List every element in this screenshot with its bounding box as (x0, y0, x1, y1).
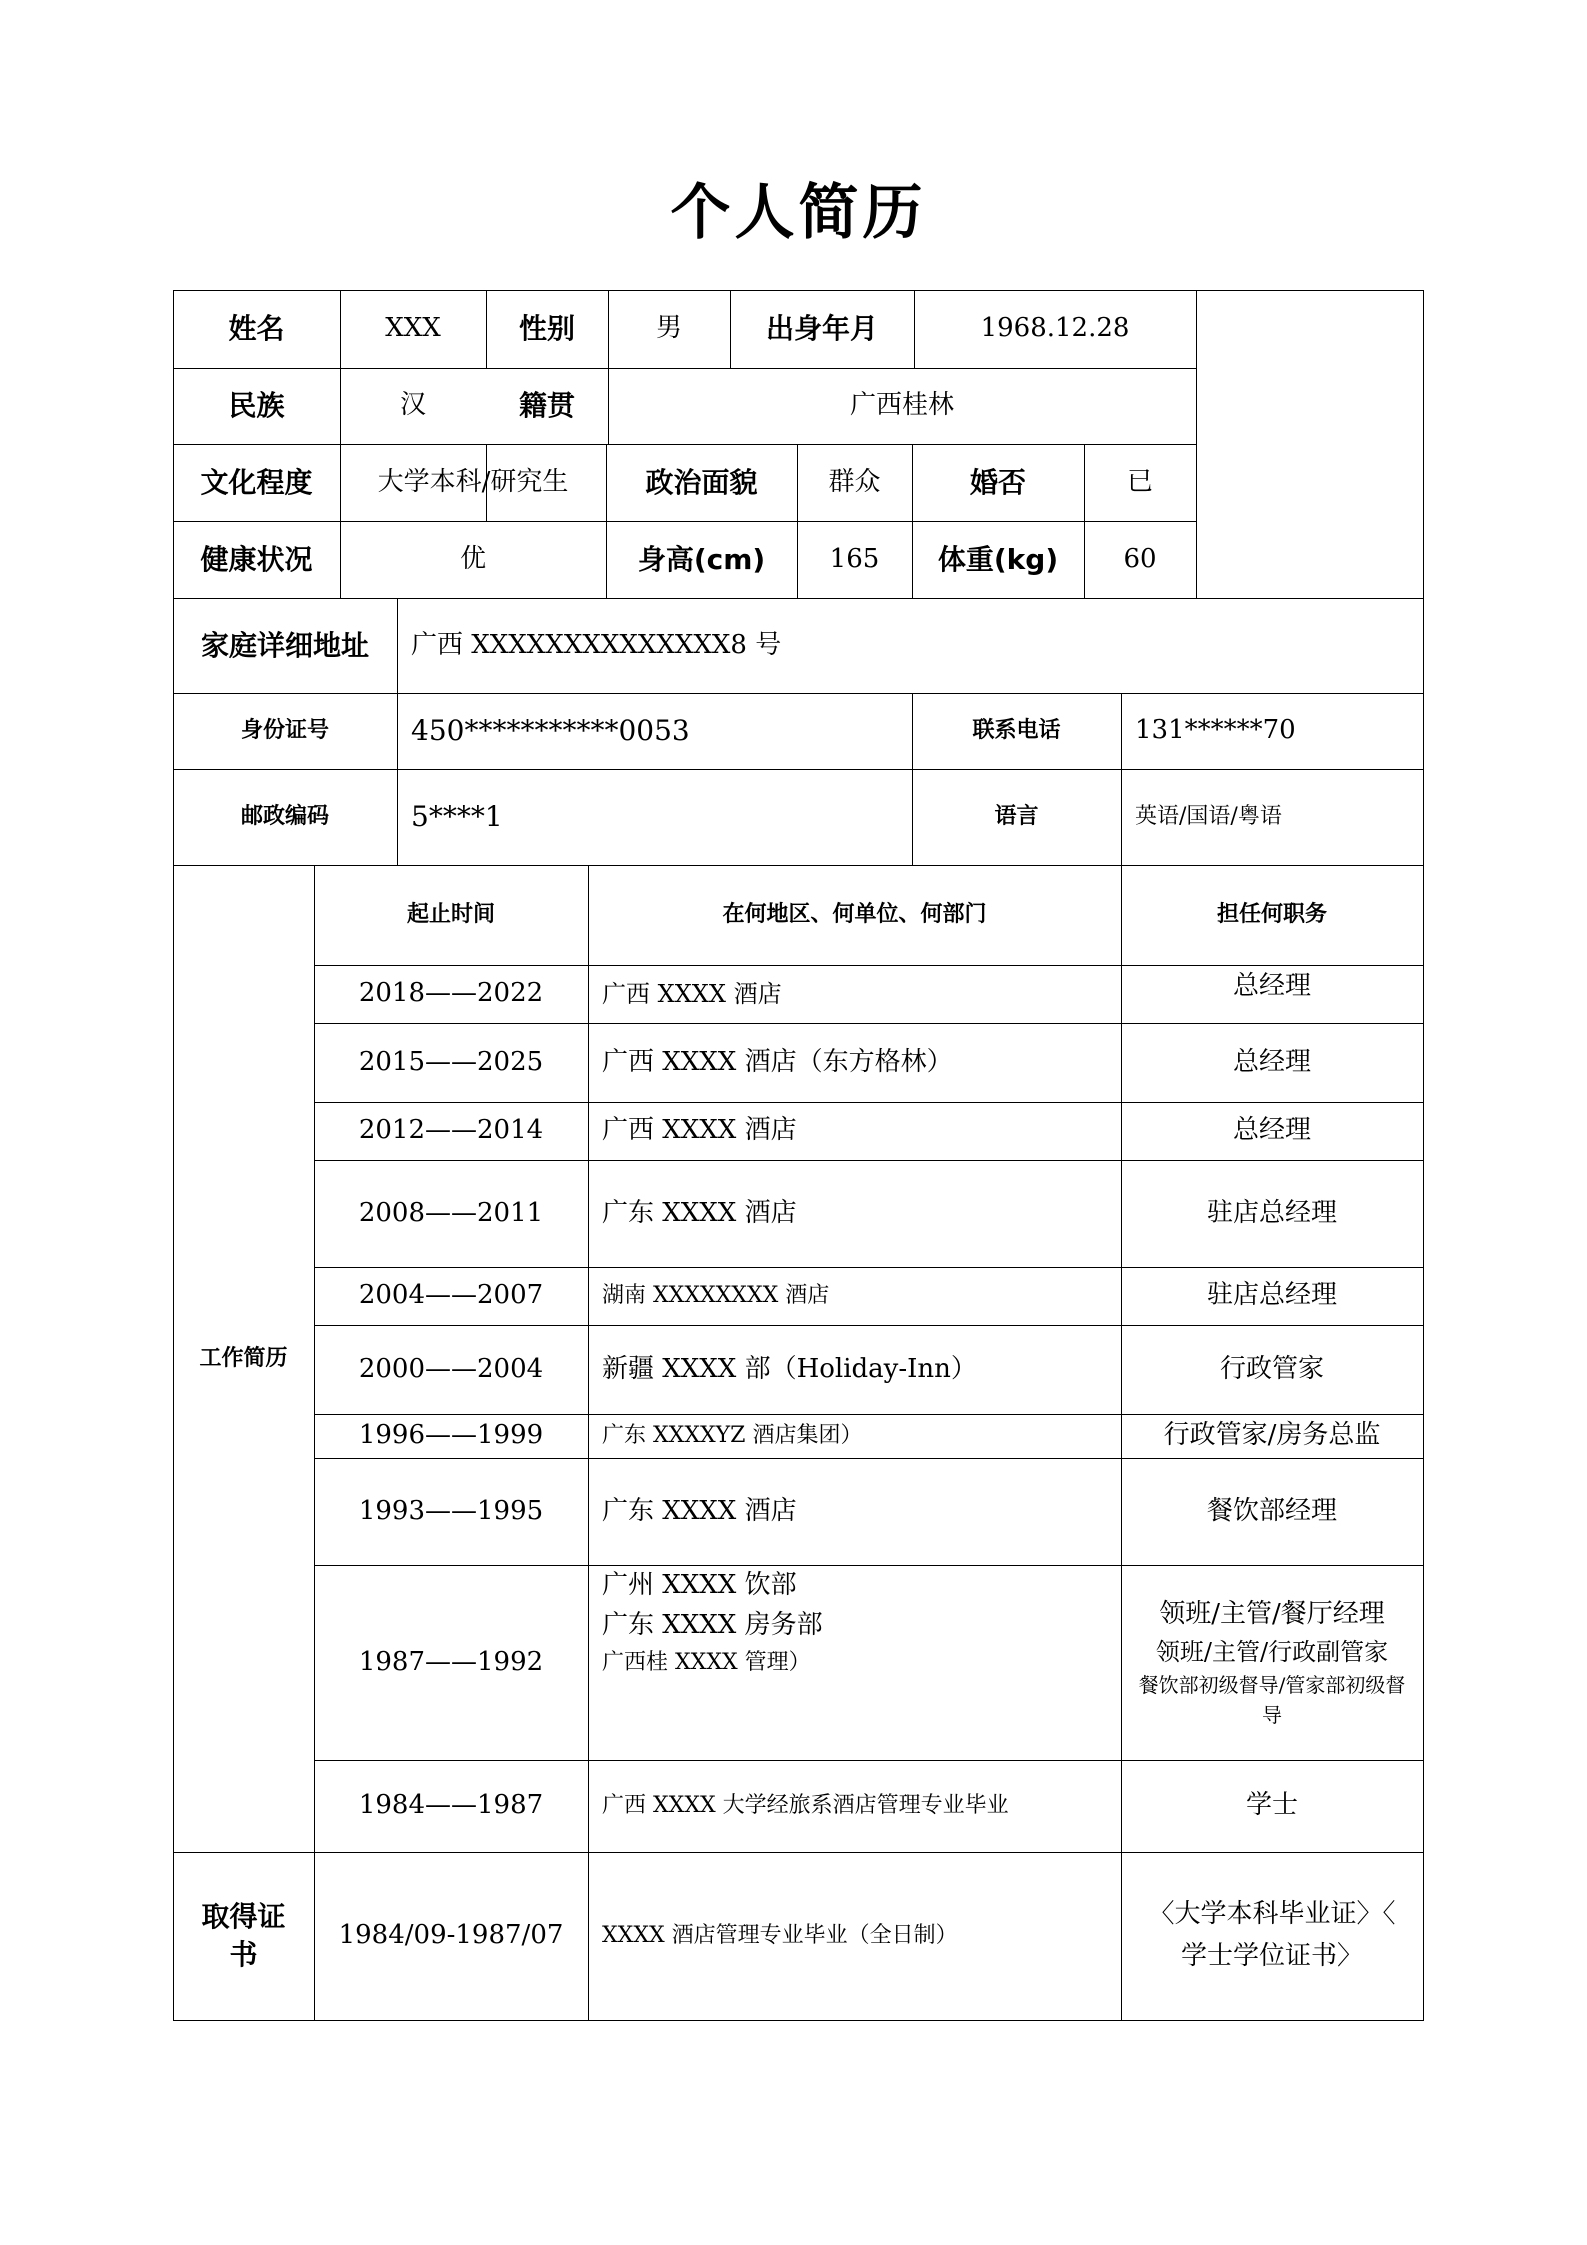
work-section-label: 工作简历 (199, 1345, 288, 1371)
work-role-line: 导 (1262, 1703, 1282, 1727)
ethnic-label: 民族 (228, 389, 285, 423)
work-place: 广东 XXXXYZ 酒店集团） (602, 1423, 863, 1449)
gender-value: 男 (655, 313, 682, 344)
work-role-line: 领班/主管/餐厅经理 (1159, 1599, 1385, 1629)
name-label: 姓名 (228, 312, 285, 346)
cert-detail: XXXX 酒店管理专业毕业（全日制） (602, 1923, 958, 1949)
work-place: 广西 XXXX 酒店（东方格林） (602, 1046, 953, 1077)
work-header-role: 担任何职务 (1216, 902, 1327, 928)
work-role: 总经理 (1232, 971, 1311, 1002)
political-label: 政治面貌 (645, 465, 758, 499)
work-place: 广东 XXXX 酒店 (602, 1495, 797, 1526)
height-value: 165 (829, 543, 880, 574)
work-period: 2015——2025 (358, 1046, 544, 1077)
work-role: 行政管家 (1219, 1353, 1324, 1384)
work-header-place: 在何地区、何单位、何部门 (722, 902, 987, 928)
work-role: 学士 (1245, 1790, 1298, 1821)
origin-label: 籍贯 (518, 389, 575, 423)
work-place: 广东 XXXX 酒店 (602, 1197, 797, 1228)
ethnic-value: 汉 (399, 390, 426, 421)
work-role-multiline (1121, 1565, 1423, 1760)
address-value: 广西 XXXXXXXXXXXXXX8 号 (411, 629, 782, 660)
cert-names-line: 〈大学本科毕业证〉〈 (1148, 1899, 1396, 1930)
work-period: 2018——2022 (358, 978, 544, 1009)
work-period: 2004——2007 (358, 1280, 544, 1311)
postal-label: 邮政编码 (240, 804, 329, 830)
work-role: 行政管家/房务总监 (1163, 1420, 1381, 1451)
gender-label: 性别 (518, 312, 575, 346)
work-role: 总经理 (1232, 1115, 1311, 1146)
id-value: 450***********0053 (411, 714, 690, 748)
work-place-line: 广西桂 XXXX 管理） (602, 1649, 811, 1675)
work-place-multiline (588, 1565, 1121, 1760)
work-role-line: 餐饮部初级督导/管家部初级督 (1138, 1673, 1406, 1697)
work-header-period: 起止时间 (406, 902, 495, 928)
edu-label: 文化程度 (200, 465, 313, 499)
work-role: 总经理 (1232, 1046, 1311, 1077)
work-place: 广西 XXXX 大学经旅系酒店管理专业毕业 (602, 1793, 1009, 1819)
edu-value: 大学本科/研究生 (377, 466, 569, 497)
marital-label: 婚否 (969, 465, 1026, 499)
work-period: 2012——2014 (358, 1115, 544, 1146)
work-period: 1996——1999 (358, 1420, 544, 1451)
cert-period: 1984/09-1987/07 (338, 1920, 564, 1951)
political-value: 群众 (828, 466, 881, 497)
birth-label: 出身年月 (765, 312, 878, 346)
work-place: 湖南 XXXXXXXX 酒店 (602, 1283, 830, 1309)
work-role-line: 领班/主管/行政副管家 (1155, 1638, 1389, 1666)
weight-value: 60 (1123, 543, 1157, 574)
height-label: 身高(cm) (637, 542, 766, 576)
language-value: 英语/国语/粤语 (1135, 804, 1282, 830)
work-period: 1993——1995 (358, 1495, 544, 1526)
page-title: 个人简历 (670, 178, 927, 248)
health-label: 健康状况 (200, 542, 313, 576)
work-place: 广西 XXXX 酒店 (602, 1115, 797, 1146)
marital-value: 已 (1126, 466, 1153, 497)
birth-value: 1968.12.28 (980, 313, 1130, 344)
work-period: 1987——1992 (358, 1646, 544, 1677)
work-place-line: 广州 XXXX 饮部 (602, 1570, 797, 1600)
postal-value: 5****1 (411, 800, 503, 834)
phone-value: 131******70 (1135, 715, 1296, 746)
cert-names (1121, 1852, 1423, 2020)
work-place: 广西 XXXX 酒店 (602, 979, 782, 1008)
work-period: 2000——2004 (358, 1353, 544, 1384)
cert-names-line: 学士学位证书〉 (1180, 1941, 1363, 1971)
name-value: XXX (385, 313, 441, 344)
work-role: 餐饮部经理 (1206, 1495, 1337, 1526)
work-place: 新疆 XXXX 部（Holiday-Inn） (602, 1353, 977, 1384)
address-label: 家庭详细地址 (200, 628, 369, 662)
work-period: 1984——1987 (358, 1790, 544, 1821)
weight-label: 体重(kg) (937, 542, 1059, 576)
origin-value: 广西桂林 (849, 390, 954, 421)
phone-label: 联系电话 (972, 718, 1061, 744)
work-place-line: 广东 XXXX 房务部 (602, 1610, 823, 1641)
work-role: 驻店总经理 (1206, 1197, 1337, 1228)
work-role: 驻店总经理 (1206, 1280, 1337, 1311)
resume-table (173, 290, 1424, 2021)
cert-label: 取得证书 (201, 1900, 286, 1971)
health-value: 优 (459, 543, 486, 574)
id-label: 身份证号 (240, 718, 329, 744)
work-period: 2008——2011 (358, 1197, 544, 1228)
language-label: 语言 (994, 804, 1039, 830)
